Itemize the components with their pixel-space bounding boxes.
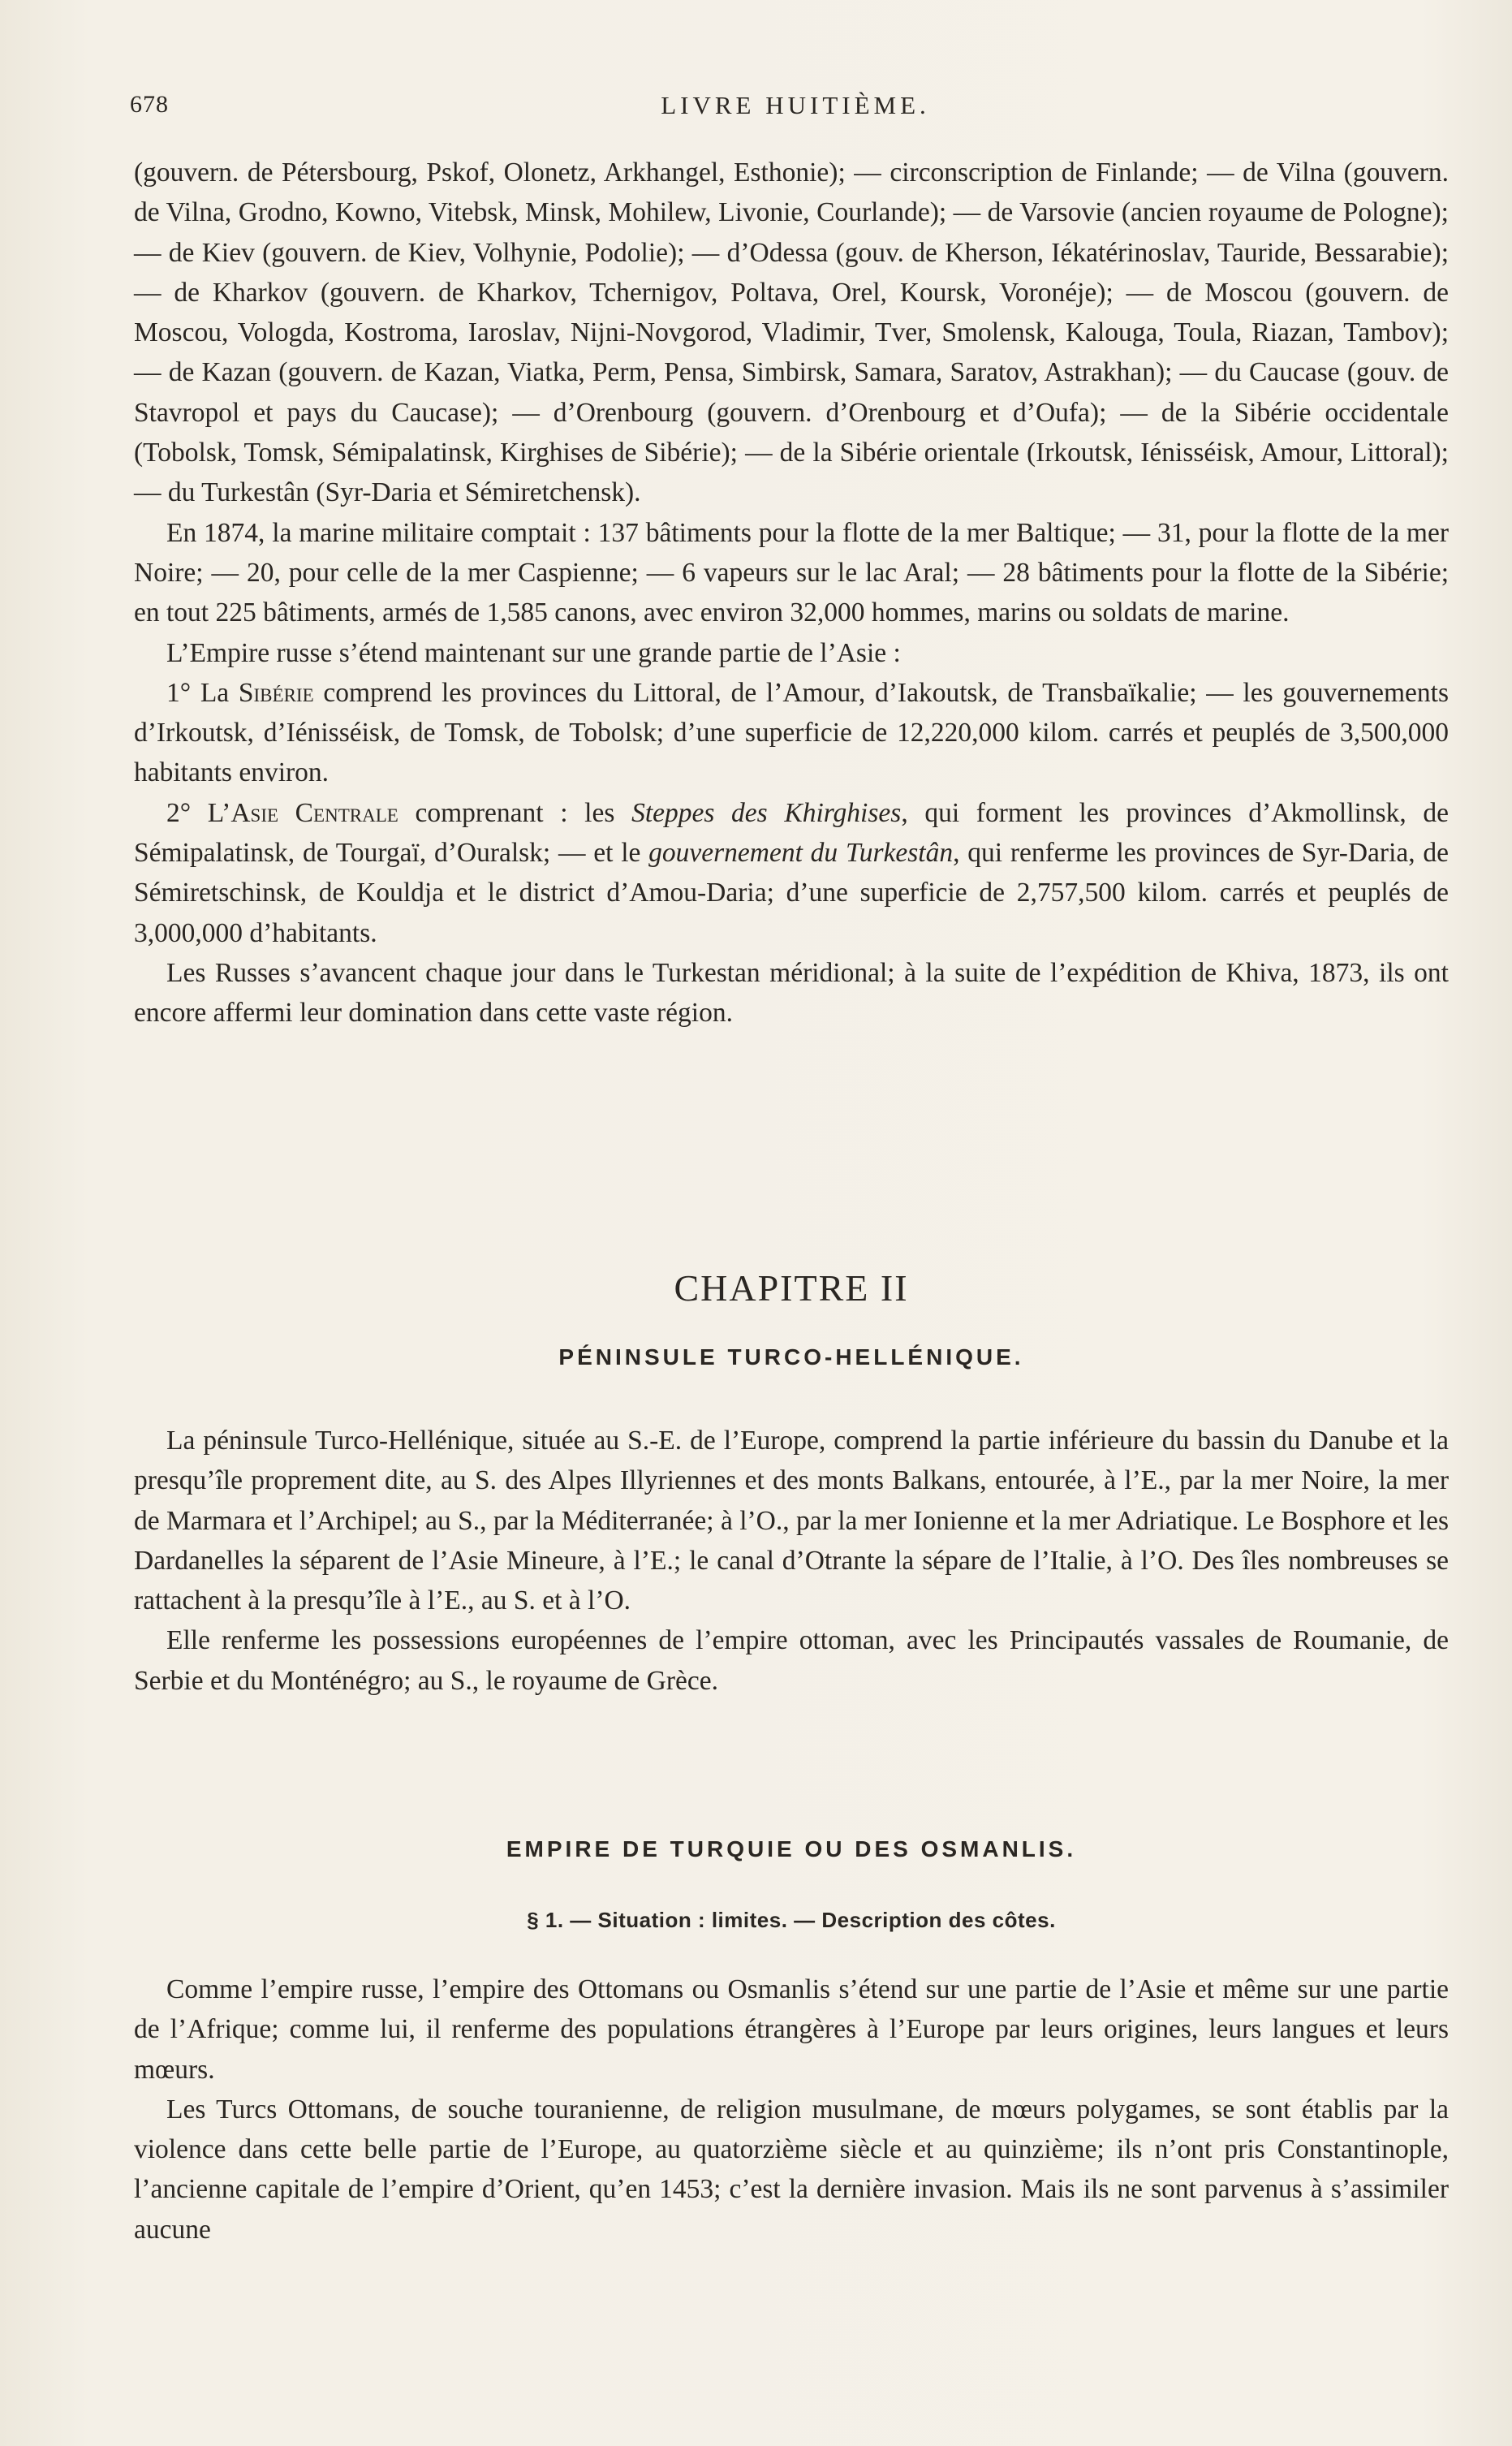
paragraph-peninsula-possessions: Elle renferme les possessions européennes de l’empire ottoman, avec les Principautés vassales de Roumanie, de Serbie et du Monténégro; au S., le royaume de Grèce. <box>134 1625 1449 1696</box>
paragraph-peninsula-description: La péninsule Turco-Hellénique, située au S.-E. de l’Europe, comprend la partie inférieure du bassin du Danube et la presqu’île proprement dite, au S. des Alpes Illyriennes et des monts Balkans, entourée, à l’E., par la mer Noire, la mer de Marmara et l’Archipel; au S., par la Méditerranée; à l’O., par la mer Ionienne et la mer Adriatique. Le Bosphore et les Dardanelles la séparent de l’Asie Mineure, à l’E.; le canal d’Otrante la sépare de l’Italie, à l’O. Des îles nombreuses se rattachent à la presqu’île à l’E., au S. et à l’O. <box>134 1426 1449 1616</box>
paragraph-navy: En 1874, la marine militaire comptait : 137 bâtiments pour la flotte de la mer Baltique; — 31, pour la flotte de la mer Noire; — 20, pour celle de la mer Caspienne; — 6 vapeurs sur le lac Aral; — 28 bâtiments pour la flotte de la Sibérie; en tout 225 bâtiments, armés de 1,585 canons, avec environ 32,000 hommes, marins ou soldats de marine. <box>134 517 1449 628</box>
siberia-text: comprend les provinces du Littoral, de l’Amour, d’Iakoutsk, de Transbaïkalie; — les gouvernements d’Irkoutsk, d’Iénisséisk, de Tomsk, de Tobolsk; d’une superficie de 12,220,000 kilom. carrés et peuplés de 3,500,000 habitants environ. <box>134 677 1449 788</box>
item-number: 1° La <box>166 677 239 708</box>
text-block-russia <box>134 153 1449 1033</box>
page-number: 678 <box>130 91 169 118</box>
central-asia-text-c: , qui renferme les provinces de Syr-Daria, de Sémiretschinsk, de Kouldja et le district d’Amou-Daria; d’une superficie de 2,757,500 kilom. carrés et peuplés de 3,000,000 d’habitants. <box>134 838 1449 948</box>
subsection-title: § 1. — Situation : limites. — Description des côtes. <box>527 1908 1056 1932</box>
paragraph-siberia <box>134 673 1449 793</box>
central-asia-text-b: , qui forment les provinces d’Akmollinsk, de Sémipalatinsk, de Tourgaï, d’Ouralsk; — et le <box>134 797 1450 869</box>
paragraph-administrative-districts: (gouvern. de Pétersbourg, Pskof, Olonetz, Arkhangel, Esthonie); — circonscription de Finlande; — de Vilna (gouvern. de Vilna, Grodno, Kowno, Vitebsk, Minsk, Mohilew, Livonie, Courlande); — de Varsovie (ancien royaume de Pologne); — de Kiev (gouvern. de Kiev, Volhynie, Podolie); — d’Odessa (gouv. de Kherson, Iékatérinoslav, Tauride, Bessarabie); — de Kharkov (gouvern. de Kharkov, Tchernigov, Poltava, Orel, Koursk, Voronéje); — de Moscou (gouvern. de Moscou, Vologda, Kostroma, Iaroslav, Nijni-Novgorod, Vladimir, Tver, Smolensk, Kalouga, Toula, Riazan, Tambov); — de Kazan (gouvern. de Kazan, Viatka, Perm, Pensa, Simbirsk, Samara, Saratov, Astrakhan); — du Caucase (gouv. de Stavropol et pays du Caucase); — d’Orenbourg (gouvern. d’Orenbourg et d’Oufa); — de la Sibérie occidentale (Tobolsk, Tomsk, Sémipalatinsk, Kirghises de Sibérie); — de la Sibérie orientale (Irkoutsk, Iénisséisk, Amour, Littoral); — du Turkestân (Syr-Daria et Sémiretchensk). <box>134 157 1449 508</box>
turkestan-name: gouvernement du Turkestân <box>648 838 954 869</box>
item-number: 2° L’ <box>166 797 231 828</box>
page-header <box>130 91 1461 132</box>
paragraph-ottoman-turks: Les Turcs Ottomans, de souche touranienne, de religion musulmane, de mœurs polygames, se sont établis par la violence dans cette belle partie de l’Europe, au quatorzième siècle et au quinzième; ils n’ont pris Constantinople, l’ancienne capitale de l’empire d’Orient, qu’en 1453; c’est la dernière invasion. Mais ils ne sont parvenus à s’assimiler aucune <box>134 2094 1449 2245</box>
chapter-subtitle: PÉNINSULE TURCO-HELLÉNIQUE. <box>558 1344 1024 1370</box>
running-title: LIVRE HUITIÈME. <box>661 91 930 119</box>
steppes-name: Steppes des Khirghises <box>631 797 902 828</box>
text-block-ottoman <box>134 1969 1449 2250</box>
region-name-siberia: Sibérie <box>238 677 314 708</box>
paragraph-central-asia <box>134 793 1449 953</box>
text-block-peninsula <box>134 1421 1449 1701</box>
paragraph-turkestan-expansion: Les Russes s’avancent chaque jour dans le Turkestan méridional; à la suite de l’expédition de Khiva, 1873, ils ont encore affermi leur domination dans cette vaste région. <box>134 957 1449 1029</box>
central-asia-text-a: comprenant : les <box>398 797 632 828</box>
chapter-title: CHAPITRE II <box>674 1267 909 1309</box>
paragraph-ottoman-empire: Comme l’empire russe, l’empire des Ottomans ou Osmanlis s’étend sur une partie de l’Asie et même sur une partie de l’Afrique; comme lui, il renferme des populations étrangères à l’Europe par leurs origines, leurs langues et leurs mœurs. <box>134 1974 1449 2085</box>
region-name-central-asia: Asie Centrale <box>230 797 398 828</box>
paragraph-asia-intro: L’Empire russe s’étend maintenant sur une grande partie de l’Asie : <box>166 637 901 668</box>
section-title: EMPIRE DE TURQUIE OU DES OSMANLIS. <box>506 1836 1077 1861</box>
